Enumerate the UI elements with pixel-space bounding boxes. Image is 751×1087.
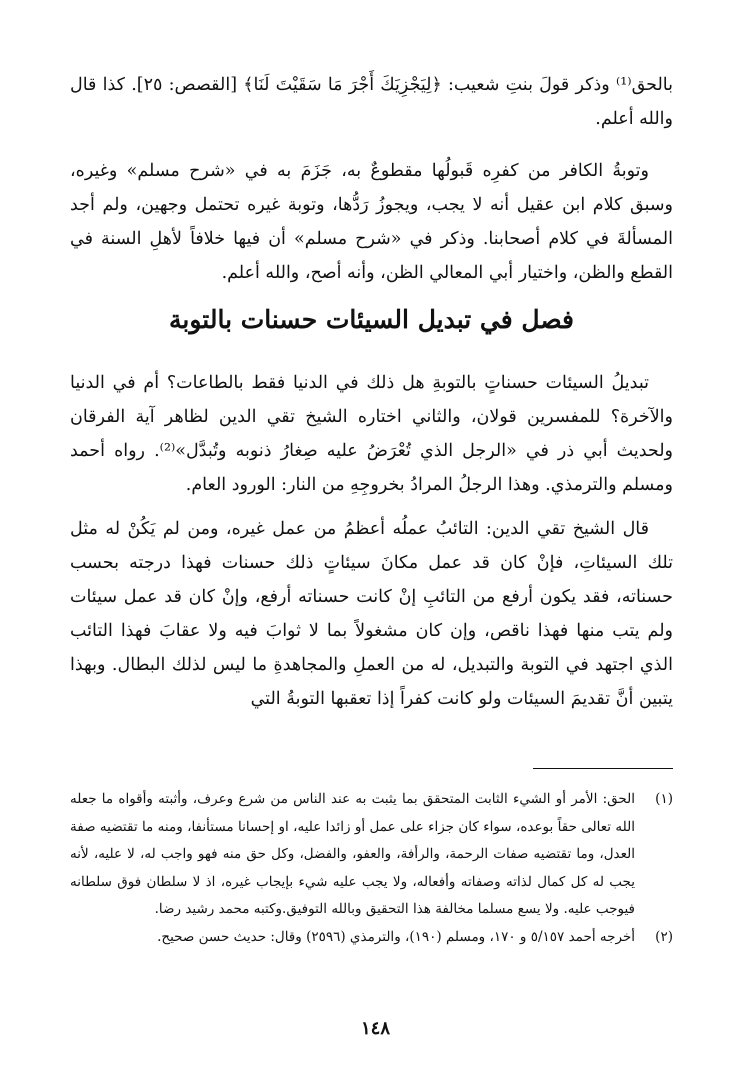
main-text — [70, 68, 673, 716]
paragraph-3: تبديلُ السيئات حسناتٍ بالتوبةِ هل ذلك في الدنيا فقط بالطاعات؟ أم في الدنيا والآخرة؟ للمفسرين قولان، والثاني اختاره الشيخ تقي الدين لظاهر آية الفرقان ولحديث أبي ذر في «الرجل الذي تُعْرَضُ عليه صِغارُ ذنوبه وتُبدَّل»⁽²⁾. رواه أحمد ومسلم والترمذي. وهذا الرجلُ المرادُ بخروجِهِ من النار: الورود العام. — [70, 373, 673, 495]
section-heading: فصل في تبديل السيئات حسنات بالتوبة — [169, 305, 574, 334]
footnote-number: (٢) — [655, 928, 673, 945]
footnote-text: الحق: الأمر أو الشيء الثابت المتحقق بما يثبت به عند الناس من شرع وعرف، وأثبته وأقواه ما جعله الله تعالى حقاً بوعده، سواء كان جزاء على عمل أو زائدا عليه، او إحسانا مستأنفا، ومنه ما تقتضيه صفة العدل، وما تقتضيه صفات الرحمة، والرأفة، والعفو، والفضل، وكل حق منه فهو واجب له، لا عليه، لأنه يجب له كل كمال لذاته وصفاته وأفعاله، ولا يجب عليه شيء بإيجاب غيره، اذ لا سلطان فوق سلطانه فيوجب عليه. ولا يسع مسلما مخالفة هذا التحقيق وبالله التوفيق.وكتبه محمد رشيد رضا. — [70, 791, 635, 917]
footnote-number: (١) — [655, 791, 673, 807]
footnote-1 — [70, 786, 673, 924]
footnote-text: أخرجه أحمد ٥/١٥٧ و ١٧٠، ومسلم (١٩٠)، والترمذي (٢٥٩٦) وقال: حديث حسن صحيح. — [157, 928, 635, 945]
paragraph-1: بالحق⁽¹⁾ وذكر قولَ بنتِ شعيب: ﴿لِيَجْزِيَكَ أَجْرَ مَا سَقَيْتَ لَنَا﴾ [القصص: ٢٥]. كذا قال والله أعلم. — [70, 75, 673, 129]
footnote-2 — [70, 924, 673, 952]
paragraph-2: وتوبةُ الكافر من كفرِه قَبولُها مقطوعٌ به، جَزَمَ به في «شرح مسلم» وغيره، وسبق كلام ابن عقيل أنه لا يجب، ويجوزُ رَدُّها، وتوبة غيره تحتمل وجهين، ولم أجد المسألةَ في كلام أصحابنا. وذكر في «شرح مسلم» أن فيها خلافاً لأهلِ السنة في القطع والظن، واختيار أبي المعالي الظن، وأنه أصح، والله أعلم. — [70, 161, 673, 283]
footnote-divider — [533, 768, 673, 769]
page-number: ١٤٨ — [360, 1018, 390, 1039]
footnotes — [70, 786, 673, 951]
paragraph-4: قال الشيخ تقي الدين: التائبُ عملُه أعظمُ من عمل غيره، ومن لم يَكُنْ له مثل تلك السيئاتِ، فإنْ كان قد عمل مكانَ سيئاتٍ ذلك حسنات فهذا درجته بحسب حسناته، فقد يكون أرفع من التائبِ إنْ كانت حسناته أرفع، وإنْ كان قد عمل سيئات ولم يتب منها فهذا ناقص، وإن كان مشغولاً بما لا ثوابَ فيه ولا عقابَ فهذا التائب الذي اجتهد في التوبة والتبديل، له من العملِ والمجاهدةِ ما ليس لذلك البطال. وبهذا يتبين أنَّ تقديمَ السيئات ولو كانت كفراً إذا تعقبها التوبةُ التي — [70, 519, 673, 709]
